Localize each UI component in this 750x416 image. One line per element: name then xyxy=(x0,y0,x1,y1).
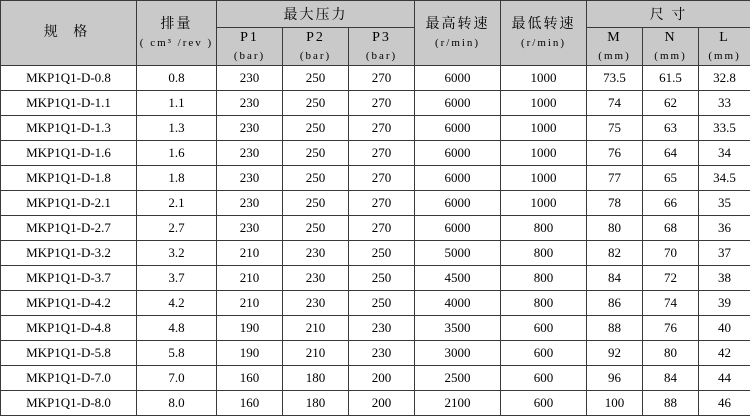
cell-p3: 250 xyxy=(349,266,415,291)
cell-max-speed: 3500 xyxy=(415,316,501,341)
cell-p2: 250 xyxy=(283,216,349,241)
cell-m: 92 xyxy=(587,341,643,366)
cell-l: 33 xyxy=(699,91,750,116)
header-displacement: 排量 ( cm³ /rev ) xyxy=(137,1,217,66)
cell-max-speed: 3000 xyxy=(415,341,501,366)
table-body xyxy=(1,66,750,416)
cell-m: 78 xyxy=(587,191,643,216)
header-n: N (mm) xyxy=(643,28,699,66)
cell-m: 80 xyxy=(587,216,643,241)
header-row-groups xyxy=(1,1,750,28)
cell-p2: 250 xyxy=(283,91,349,116)
cell-p3: 270 xyxy=(349,66,415,91)
cell-max-speed: 6000 xyxy=(415,191,501,216)
cell-n: 84 xyxy=(643,366,699,391)
cell-displacement: 3.2 xyxy=(137,241,217,266)
cell-n: 63 xyxy=(643,116,699,141)
cell-p1: 230 xyxy=(217,216,283,241)
cell-p3: 270 xyxy=(349,116,415,141)
cell-p1: 230 xyxy=(217,116,283,141)
cell-p1: 160 xyxy=(217,366,283,391)
cell-min-speed: 1000 xyxy=(501,166,587,191)
table-row xyxy=(1,241,750,266)
cell-m: 86 xyxy=(587,291,643,316)
header-p2: P2 (bar) xyxy=(283,28,349,66)
cell-m: 74 xyxy=(587,91,643,116)
table-row xyxy=(1,116,750,141)
cell-displacement: 4.2 xyxy=(137,291,217,316)
cell-p2: 230 xyxy=(283,291,349,316)
table-row xyxy=(1,366,750,391)
cell-max-speed: 6000 xyxy=(415,216,501,241)
cell-p3: 270 xyxy=(349,166,415,191)
cell-max-speed: 4000 xyxy=(415,291,501,316)
table-row xyxy=(1,91,750,116)
table-row xyxy=(1,316,750,341)
cell-p2: 230 xyxy=(283,266,349,291)
cell-m: 82 xyxy=(587,241,643,266)
cell-n: 76 xyxy=(643,316,699,341)
cell-n: 70 xyxy=(643,241,699,266)
cell-l: 40 xyxy=(699,316,750,341)
cell-p2: 180 xyxy=(283,366,349,391)
cell-l: 44 xyxy=(699,366,750,391)
cell-m: 75 xyxy=(587,116,643,141)
cell-displacement: 3.7 xyxy=(137,266,217,291)
cell-l: 34.5 xyxy=(699,166,750,191)
cell-l: 34 xyxy=(699,141,750,166)
cell-min-speed: 600 xyxy=(501,341,587,366)
cell-p2: 210 xyxy=(283,341,349,366)
cell-min-speed: 1000 xyxy=(501,191,587,216)
table-row xyxy=(1,66,750,91)
table-row xyxy=(1,291,750,316)
header-p3: P3 (bar) xyxy=(349,28,415,66)
cell-n: 61.5 xyxy=(643,66,699,91)
cell-model: MKP1Q1-D-1.8 xyxy=(1,166,137,191)
cell-model: MKP1Q1-D-5.8 xyxy=(1,341,137,366)
cell-max-speed: 2500 xyxy=(415,366,501,391)
cell-min-speed: 800 xyxy=(501,241,587,266)
cell-displacement: 5.8 xyxy=(137,341,217,366)
cell-min-speed: 800 xyxy=(501,216,587,241)
cell-displacement: 2.7 xyxy=(137,216,217,241)
cell-min-speed: 600 xyxy=(501,391,587,416)
table-row xyxy=(1,266,750,291)
cell-max-speed: 4500 xyxy=(415,266,501,291)
cell-min-speed: 600 xyxy=(501,366,587,391)
cell-max-speed: 6000 xyxy=(415,166,501,191)
cell-m: 88 xyxy=(587,316,643,341)
cell-p1: 190 xyxy=(217,316,283,341)
cell-displacement: 1.8 xyxy=(137,166,217,191)
cell-l: 32.8 xyxy=(699,66,750,91)
cell-m: 84 xyxy=(587,266,643,291)
cell-min-speed: 600 xyxy=(501,316,587,341)
cell-m: 96 xyxy=(587,366,643,391)
cell-n: 72 xyxy=(643,266,699,291)
cell-p3: 200 xyxy=(349,391,415,416)
header-m: M (mm) xyxy=(587,28,643,66)
cell-max-speed: 6000 xyxy=(415,116,501,141)
cell-p2: 250 xyxy=(283,191,349,216)
cell-p2: 250 xyxy=(283,66,349,91)
cell-displacement: 1.1 xyxy=(137,91,217,116)
cell-min-speed: 1000 xyxy=(501,66,587,91)
cell-max-speed: 2100 xyxy=(415,391,501,416)
cell-max-speed: 5000 xyxy=(415,241,501,266)
cell-n: 64 xyxy=(643,141,699,166)
cell-m: 73.5 xyxy=(587,66,643,91)
cell-displacement: 1.6 xyxy=(137,141,217,166)
cell-model: MKP1Q1-D-4.2 xyxy=(1,291,137,316)
cell-p1: 230 xyxy=(217,141,283,166)
cell-p2: 210 xyxy=(283,316,349,341)
cell-min-speed: 1000 xyxy=(501,91,587,116)
header-spec: 规 格 xyxy=(1,1,137,66)
cell-p1: 190 xyxy=(217,341,283,366)
header-dimensions-group: 尺 寸 xyxy=(587,1,750,28)
cell-displacement: 1.3 xyxy=(137,116,217,141)
cell-p1: 160 xyxy=(217,391,283,416)
cell-max-speed: 6000 xyxy=(415,66,501,91)
cell-model: MKP1Q1-D-1.6 xyxy=(1,141,137,166)
cell-max-speed: 6000 xyxy=(415,91,501,116)
cell-p2: 230 xyxy=(283,241,349,266)
cell-p3: 270 xyxy=(349,141,415,166)
cell-m: 76 xyxy=(587,141,643,166)
table-header xyxy=(1,1,750,66)
cell-min-speed: 800 xyxy=(501,291,587,316)
cell-p2: 250 xyxy=(283,166,349,191)
cell-n: 68 xyxy=(643,216,699,241)
cell-l: 35 xyxy=(699,191,750,216)
cell-model: MKP1Q1-D-2.1 xyxy=(1,191,137,216)
cell-model: MKP1Q1-D-1.1 xyxy=(1,91,137,116)
cell-min-speed: 1000 xyxy=(501,141,587,166)
cell-p3: 230 xyxy=(349,341,415,366)
cell-p1: 230 xyxy=(217,191,283,216)
cell-max-speed: 6000 xyxy=(415,141,501,166)
cell-displacement: 2.1 xyxy=(137,191,217,216)
cell-p1: 230 xyxy=(217,166,283,191)
cell-p1: 210 xyxy=(217,266,283,291)
cell-p3: 250 xyxy=(349,241,415,266)
cell-p2: 250 xyxy=(283,116,349,141)
cell-model: MKP1Q1-D-1.3 xyxy=(1,116,137,141)
cell-m: 77 xyxy=(587,166,643,191)
cell-n: 62 xyxy=(643,91,699,116)
cell-p3: 250 xyxy=(349,291,415,316)
cell-displacement: 8.0 xyxy=(137,391,217,416)
cell-model: MKP1Q1-D-7.0 xyxy=(1,366,137,391)
cell-min-speed: 1000 xyxy=(501,116,587,141)
cell-n: 88 xyxy=(643,391,699,416)
cell-p2: 250 xyxy=(283,141,349,166)
header-max-speed: 最高转速 (r/min) xyxy=(415,1,501,66)
cell-displacement: 7.0 xyxy=(137,366,217,391)
table-row xyxy=(1,191,750,216)
cell-p3: 270 xyxy=(349,91,415,116)
cell-p3: 270 xyxy=(349,216,415,241)
cell-n: 66 xyxy=(643,191,699,216)
cell-l: 38 xyxy=(699,266,750,291)
header-min-speed: 最低转速 (r/min) xyxy=(501,1,587,66)
cell-l: 46 xyxy=(699,391,750,416)
cell-model: MKP1Q1-D-8.0 xyxy=(1,391,137,416)
cell-model: MKP1Q1-D-3.7 xyxy=(1,266,137,291)
cell-displacement: 0.8 xyxy=(137,66,217,91)
cell-model: MKP1Q1-D-3.2 xyxy=(1,241,137,266)
cell-model: MKP1Q1-D-4.8 xyxy=(1,316,137,341)
cell-p1: 230 xyxy=(217,66,283,91)
cell-model: MKP1Q1-D-0.8 xyxy=(1,66,137,91)
cell-n: 74 xyxy=(643,291,699,316)
cell-p1: 230 xyxy=(217,91,283,116)
cell-l: 42 xyxy=(699,341,750,366)
table-row xyxy=(1,391,750,416)
table-row xyxy=(1,166,750,191)
cell-p3: 270 xyxy=(349,191,415,216)
cell-p3: 200 xyxy=(349,366,415,391)
cell-l: 33.5 xyxy=(699,116,750,141)
header-p1: P1 (bar) xyxy=(217,28,283,66)
cell-l: 36 xyxy=(699,216,750,241)
table-row xyxy=(1,341,750,366)
cell-n: 80 xyxy=(643,341,699,366)
cell-model: MKP1Q1-D-2.7 xyxy=(1,216,137,241)
cell-displacement: 4.8 xyxy=(137,316,217,341)
cell-p2: 180 xyxy=(283,391,349,416)
cell-m: 100 xyxy=(587,391,643,416)
cell-p1: 210 xyxy=(217,241,283,266)
table-row xyxy=(1,216,750,241)
cell-min-speed: 800 xyxy=(501,266,587,291)
cell-l: 37 xyxy=(699,241,750,266)
table-row xyxy=(1,141,750,166)
cell-n: 65 xyxy=(643,166,699,191)
cell-l: 39 xyxy=(699,291,750,316)
header-l: L (mm) xyxy=(699,28,750,66)
cell-p1: 210 xyxy=(217,291,283,316)
cell-p3: 230 xyxy=(349,316,415,341)
header-max-pressure-group: 最大压力 xyxy=(217,1,415,28)
